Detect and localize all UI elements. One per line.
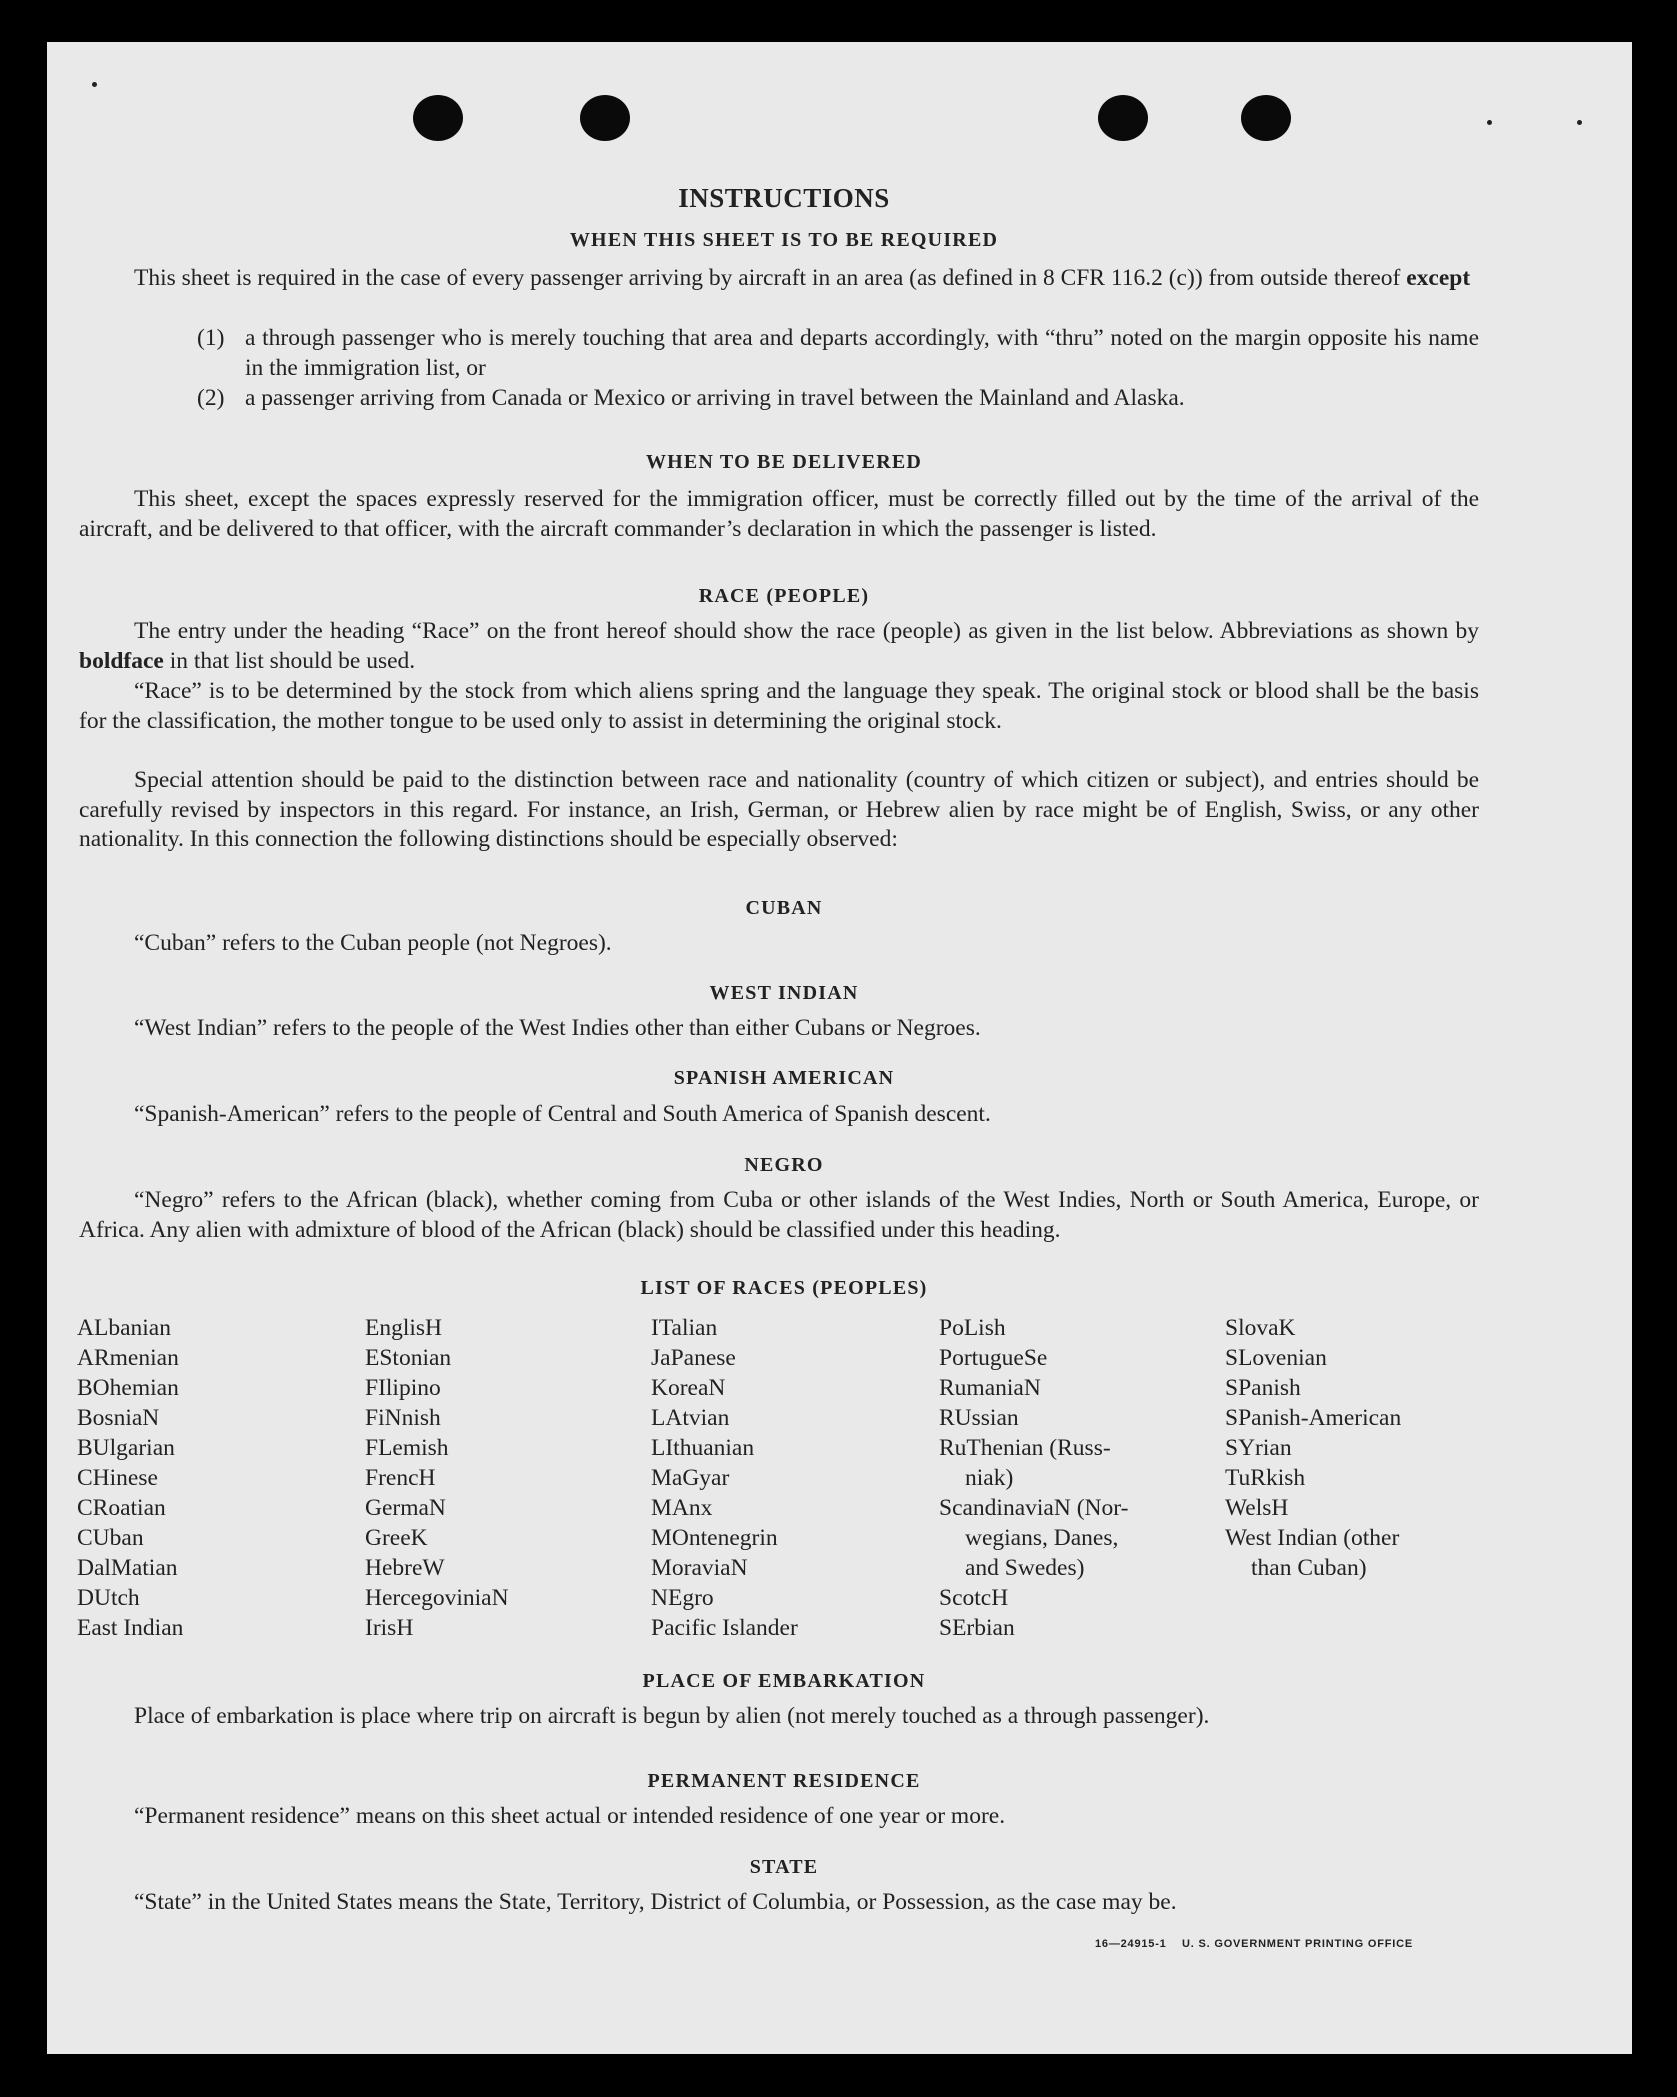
race-entry: Pacific Islander xyxy=(651,1615,798,1641)
race-entry: HercegoviniaN xyxy=(365,1585,509,1611)
race-entry: NEgro xyxy=(651,1585,714,1611)
races-column-1 xyxy=(77,1313,183,1643)
race-entry: CUban xyxy=(77,1525,144,1551)
race-entry: KoreaN xyxy=(651,1375,726,1401)
heading-spanish-american: SPANISH AMERICAN xyxy=(673,1067,895,1089)
heading-state: STATE xyxy=(749,1856,819,1878)
race-entry: PortugueSe xyxy=(939,1345,1048,1371)
heading-list-of-races: LIST OF RACES (PEOPLES) xyxy=(640,1277,928,1299)
race-entry: MAnx xyxy=(651,1495,713,1521)
race-entry: RumaniaN xyxy=(939,1375,1041,1401)
race-entry: DUtch xyxy=(77,1585,140,1611)
heading-place-of-embarkation: PLACE OF EMBARKATION xyxy=(642,1670,926,1692)
race-entry: FrencH xyxy=(365,1465,436,1491)
negro-text: “Negro” refers to the African (black), whether coming from Cuba or other islands of the West Indies, North or South America, Europe, or Africa. Any alien with admixture of blood of the African (black) should be classified under this heading. xyxy=(79,1187,1479,1243)
exception-item-1 xyxy=(197,324,1479,383)
race-entry: and Swedes) xyxy=(965,1555,1085,1581)
race-entry: IrisH xyxy=(365,1615,414,1641)
race-entry: EnglisH xyxy=(365,1315,443,1341)
race-entry: WelsH xyxy=(1225,1495,1289,1521)
exception-item-2-number: (2) xyxy=(197,385,225,411)
race-entry: BOhemian xyxy=(77,1375,179,1401)
heading-when-delivered: WHEN TO BE DELIVERED xyxy=(645,451,923,473)
heading-race: RACE (PEOPLE) xyxy=(698,585,870,607)
ink-speck xyxy=(92,82,97,87)
cuban-text: “Cuban” refers to the Cuban people (not Negroes). xyxy=(134,930,612,956)
heading-west-indian: WEST INDIAN xyxy=(709,982,859,1004)
race-entry: BosniaN xyxy=(77,1405,160,1431)
races-column-3 xyxy=(651,1313,798,1643)
heading-permanent-residence: PERMANENT RESIDENCE xyxy=(647,1770,921,1792)
races-column-2 xyxy=(365,1313,509,1643)
west-indian-text: “West Indian” refers to the people of the West Indies other than either Cubans or Negroes. xyxy=(134,1015,981,1041)
punch-hole xyxy=(1241,95,1291,141)
race-entry: MaGyar xyxy=(651,1465,730,1491)
race-entry: PoLish xyxy=(939,1315,1006,1341)
race-entry: RuThenian (Russ- xyxy=(939,1435,1111,1461)
race-entry: niak) xyxy=(965,1465,1014,1491)
races-column-4 xyxy=(939,1313,1128,1643)
race-entry: East Indian xyxy=(77,1615,184,1641)
race-entry: FIlipino xyxy=(365,1375,441,1401)
race-paragraph-2: “Race” is to be determined by the stock from which aliens spring and the language they speak. The original stock or blood shall be the basis for the classification, the mother tongue to be used only to assist in determining the original stock. xyxy=(79,678,1479,734)
ink-speck xyxy=(1487,120,1492,125)
race-entry: ITalian xyxy=(651,1315,718,1341)
race-entry: GermaN xyxy=(365,1495,446,1521)
race-entry: CRoatian xyxy=(77,1495,166,1521)
printing-office-footer: 16—24915-1 U. S. GOVERNMENT PRINTING OFFICE xyxy=(1095,1938,1413,1950)
document-sheet xyxy=(47,42,1632,2054)
spanish-american-text: “Spanish-American” refers to the people of Central and South America of Spanish descent. xyxy=(134,1101,991,1127)
race-entry: HebreW xyxy=(365,1555,445,1581)
exception-item-1-number: (1) xyxy=(197,325,225,351)
exception-item-2 xyxy=(197,384,1479,414)
when-delivered-text: This sheet, except the spaces expressly reserved for the immigration officer, must be correctly filled out by the time of the arrival of the aircraft, and be delivered to that officer, with the aircraft commander’s declaration in which the passenger is listed. xyxy=(79,486,1479,542)
race-entry: SPanish xyxy=(1225,1375,1301,1401)
race-entry: RUssian xyxy=(939,1405,1019,1431)
exception-item-2-text: a passenger arriving from Canada or Mexico or arriving in travel between the Mainland and Alaska. xyxy=(245,385,1185,411)
race-entry: West Indian (other xyxy=(1225,1525,1400,1551)
punch-hole xyxy=(1098,95,1148,141)
race-entry: SPanish-American xyxy=(1225,1405,1402,1431)
race-entry: GreeK xyxy=(365,1525,428,1551)
race-entry: than Cuban) xyxy=(1251,1555,1367,1581)
race-entry: LIthuanian xyxy=(651,1435,755,1461)
punch-hole xyxy=(413,95,463,141)
race-entry: EStonian xyxy=(365,1345,452,1371)
race-entry: MoraviaN xyxy=(651,1555,748,1581)
race-paragraph-1: The entry under the heading “Race” on the front hereof should show the race (people) as given in the list below. Abbreviations as shown by boldface in that list should be used. xyxy=(79,618,1479,674)
race-entry: JaPanese xyxy=(651,1345,736,1371)
race-entry: TuRkish xyxy=(1225,1465,1306,1491)
exception-item-1-text: a through passenger who is merely touching that area and departs accordingly, with “thru” noted on the margin opposite his name in the immigration list, or xyxy=(245,325,1479,381)
race-paragraph-3: Special attention should be paid to the distinction between race and nationality (country of which citizen or subject), and entries should be carefully revised by inspectors in this regard. For instance, an Irish, German, or Hebrew alien by race might be of English, Swiss, or any other nationality. In this connection the following distinctions should be especially observed: xyxy=(79,767,1479,852)
ink-speck xyxy=(1577,120,1582,125)
race-entry: LAtvian xyxy=(651,1405,730,1431)
heading-negro: NEGRO xyxy=(744,1154,824,1176)
boldface-word: boldface xyxy=(79,647,164,674)
race-entry: SYrian xyxy=(1225,1435,1292,1461)
race-entry: CHinese xyxy=(77,1465,158,1491)
race-entry: ScotcH xyxy=(939,1585,1009,1611)
race-entry: ALbanian xyxy=(77,1315,171,1341)
race-entry: DalMatian xyxy=(77,1555,178,1581)
state-text: “State” in the United States means the State, Territory, District of Columbia, or Possession, as the case may be. xyxy=(134,1889,1177,1915)
race-entry: FLemish xyxy=(365,1435,449,1461)
punch-hole xyxy=(580,95,630,141)
heading-when-required: WHEN THIS SHEET IS TO BE REQUIRED xyxy=(569,229,999,251)
when-required-intro: This sheet is required in the case of every passenger arriving by aircraft in an area (as defined in 8 CFR 116.2 (c)) from outside thereof except xyxy=(134,265,1471,291)
race-entry: SlovaK xyxy=(1225,1315,1296,1341)
heading-cuban: CUBAN xyxy=(745,897,823,919)
embarkation-text: Place of embarkation is place where trip on aircraft is begun by alien (not merely touched as a through passenger). xyxy=(134,1703,1210,1729)
race-entry: wegians, Danes, xyxy=(965,1525,1119,1551)
race-entry: FiNnish xyxy=(365,1405,441,1431)
race-entry: MOntenegrin xyxy=(651,1525,778,1551)
except-emphasis: except xyxy=(1406,265,1471,291)
race-entry: ARmenian xyxy=(77,1345,179,1371)
residence-text: “Permanent residence” means on this sheet actual or intended residence of one year or more. xyxy=(134,1803,1006,1829)
races-column-5 xyxy=(1225,1313,1401,1583)
page-title: INSTRUCTIONS xyxy=(678,183,890,213)
race-entry: ScandinaviaN (Nor- xyxy=(939,1495,1129,1521)
race-entry: SErbian xyxy=(939,1615,1015,1641)
race-entry: SLovenian xyxy=(1225,1345,1327,1371)
race-entry: BUlgarian xyxy=(77,1435,175,1461)
